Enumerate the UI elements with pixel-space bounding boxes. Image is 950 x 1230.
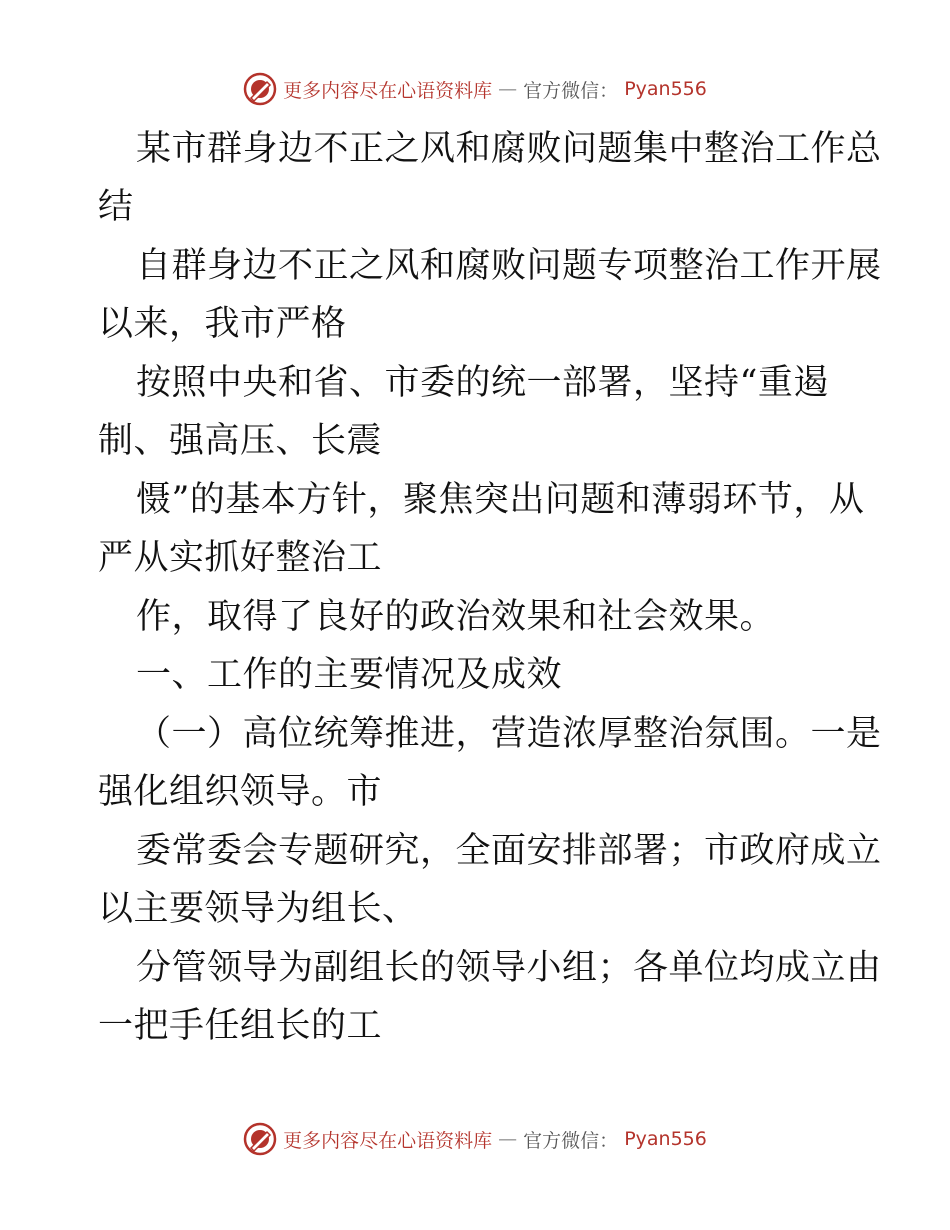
wechat-id: Pyan556	[624, 78, 707, 100]
section-heading: 一、工作的主要情况及成效	[136, 655, 563, 695]
wechat-id: Pyan556	[624, 1128, 707, 1150]
doc-line: 一把手任组长的工	[98, 1006, 383, 1046]
doc-line: 制、强高压、长震	[98, 421, 383, 461]
doc-line: 以来，我市严格	[98, 304, 347, 344]
pen-logo-icon	[243, 1122, 277, 1156]
watermark-separator: —	[498, 1128, 518, 1150]
pen-logo-icon	[243, 72, 277, 106]
doc-line: 自群身边不正之风和腐败问题专项整治工作开展	[136, 246, 882, 286]
watermark-text: 更多内容尽在心语资料库	[283, 79, 493, 102]
doc-line: 慑”的基本方针，聚焦突出问题和薄弱环节，从	[136, 480, 865, 520]
doc-title-line-1: 某市群身边不正之风和腐败问题集中整治工作总	[136, 129, 882, 169]
header-watermark	[0, 72, 950, 106]
doc-line: 强化组织领导。市	[98, 772, 383, 812]
doc-line: 作，取得了良好的政治效果和社会效果。	[136, 597, 776, 637]
watermark-separator: —	[498, 78, 518, 100]
doc-title-line-2: 结	[98, 187, 134, 227]
doc-line: 以主要领导为组长、	[98, 889, 418, 929]
wechat-label: 官方微信：	[523, 79, 619, 102]
doc-line: 委常委会专题研究，全面安排部署；市政府成立	[136, 831, 882, 871]
doc-line: 严从实抓好整治工	[98, 538, 383, 578]
doc-line: （一）高位统筹推进，营造浓厚整治氛围。一是	[136, 714, 882, 754]
doc-line: 按照中央和省、市委的统一部署，坚持“重遏	[136, 363, 829, 403]
footer-watermark	[0, 1122, 950, 1156]
doc-line: 分管领导为副组长的领导小组；各单位均成立由	[136, 948, 882, 988]
watermark-text: 更多内容尽在心语资料库	[283, 1129, 493, 1152]
wechat-label: 官方微信：	[523, 1129, 619, 1152]
